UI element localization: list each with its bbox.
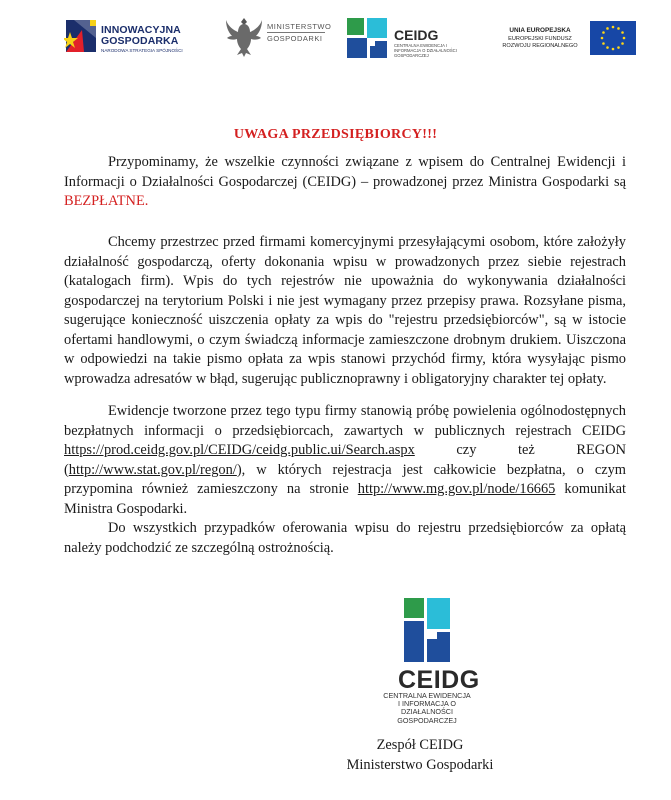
eu-star-icon [602, 31, 605, 34]
ceidg-footer-logo [372, 598, 482, 723]
ceidg-header-sub: CENTRALNA EWIDENCJA I INFORMACJA O DZIAŁALNOŚCI GOSPODARCZEJ [394, 43, 457, 58]
header-logos [0, 0, 671, 80]
ceidg-footer-squares-icon [404, 598, 450, 662]
signature-team: Zespół CEIDG [376, 737, 464, 753]
eu-star-icon [617, 27, 620, 30]
ministerstwo-line2: GOSPODARKI [267, 34, 323, 43]
ceidg-header-logo [345, 16, 470, 60]
paragraph-3-part2: czy też REGON ( [64, 442, 626, 478]
eu-star-icon [606, 46, 609, 49]
innowacyjna-gospodarka-emblem-icon [64, 16, 98, 56]
innowacyjna-line3: NARODOWA STRATEGIA SPÓJNOŚCI [101, 48, 183, 53]
ceidg-footer-sub2: I INFORMACJA O DZIAŁALNOŚCI [398, 699, 456, 717]
ceidg-footer-name: CEIDG [398, 666, 480, 694]
paragraph-4: Do wszystkich przypadków oferowania wpisu do rejestru przedsiębiorców za opłatą należy podchodzić ze szczególną ostrożnością. [64, 520, 626, 556]
eu-star-icon [612, 48, 615, 51]
paragraph-3-part3: ), w których rejestracja jest całkowicie bezpłatna, o czym przypomina również zamieszczony na stronie [64, 461, 626, 497]
paragraph-1-text: Przypominamy, że wszelkie czynności związane z wpisem do Centralnej Ewidencji i Informacji o Działalności Gospodarczej (CEIDG) – prowadzonej przez Ministra Gospodarki są [64, 154, 626, 190]
paragraph-1 [64, 153, 626, 212]
paragraph-3-part4: komunikat Ministra Gospodarki. [64, 481, 626, 517]
ceidg-squares-icon [345, 16, 389, 60]
bezplatne-highlight: BEZPŁATNE. [64, 193, 149, 209]
ministerstwo-line1: MINISTERSTWO [267, 22, 332, 31]
ue-line3: ROZWOJU REGIONALNEGO [502, 43, 578, 49]
paragraph-3-part1: Ewidencje tworzone przez tego typu firmy stanowią próbę powielenia ogólnodostępnych bezpłatnych informacji o przedsiębiorcach, zawartych w publicznych rejestrach CEIDG [64, 403, 626, 439]
paragraph-3 [64, 402, 626, 519]
eu-star-icon [606, 27, 609, 30]
ue-line2-3 [492, 36, 588, 50]
page-title: UWAGA PRZEDSIĘBIORCY!!! [233, 127, 438, 142]
eu-star-icon [623, 37, 626, 40]
eu-star-icon [612, 26, 615, 29]
unia-europejska-logo [492, 18, 642, 60]
eu-star-icon [621, 31, 624, 34]
ceidg-header-name: CEIDG [394, 27, 439, 43]
ceidg-search-link[interactable]: https://prod.ceidg.gov.pl/CEIDG/ceidg.public.ui/Search.aspx [64, 442, 415, 458]
mg-node-link[interactable]: http://www.mg.gov.pl/node/16665 [357, 481, 556, 497]
ue-line1: UNIA EUROPEJSKA [509, 27, 571, 34]
eu-flag-icon [590, 21, 636, 55]
signature-ministry: Ministerstwo Gospodarki [346, 757, 494, 773]
eu-star-icon [601, 37, 604, 40]
innowacyjna-line2: GOSPODARKA [101, 35, 179, 47]
ceidg-footer-sub [372, 692, 482, 725]
regon-link[interactable]: http://www.stat.gov.pl/regon/ [68, 461, 237, 478]
ceidg-footer-sub1: CENTRALNA EWIDENCJA [383, 691, 471, 700]
innowacyjna-gospodarka-logo [64, 16, 199, 60]
eu-star-icon [617, 46, 620, 49]
ministerstwo-gospodarki-logo [225, 14, 335, 60]
ceidg-footer-sub3: GOSPODARCZEJ [397, 715, 457, 725]
eu-star-icon [602, 42, 605, 45]
paragraph-2: Chcemy przestrzec przed firmami komercyjnymi przesyłającymi osobom, które założyły działalność gospodarczą, oferty dokonania wpisu w prowadzonych przez siebie rejestrach (katalogach firm). Wpis do tych rejestrów nie upoważnia do wykonywania działalności gospodarczej na terytorium Polski i nie jest wymagany przez przepisy prawa. Rozsyłane pisma, sugerujące konieczność uiszczenia opłaty za wpis do "rejestru przedsiębiorców", są w istocie ofertami handlowymi, o czym świadczą informacje zamieszczone drobnym drukiem. Uiszczona w odpowiedzi na takie pismo opłata za wpis stanowi przychód firmy, która wysyłając pismo wprowadza adresatów w błąd, sugerując publicznoprawny i obligatoryjny charakter tej opłaty. [64, 234, 626, 387]
ue-line2: EUROPEJSKI FUNDUSZ [508, 36, 572, 42]
eu-star-icon [621, 42, 624, 45]
polish-eagle-icon [225, 14, 263, 58]
ministerstwo-divider [267, 32, 325, 33]
innowacyjna-line1: INNOWACYJNA [101, 24, 181, 36]
